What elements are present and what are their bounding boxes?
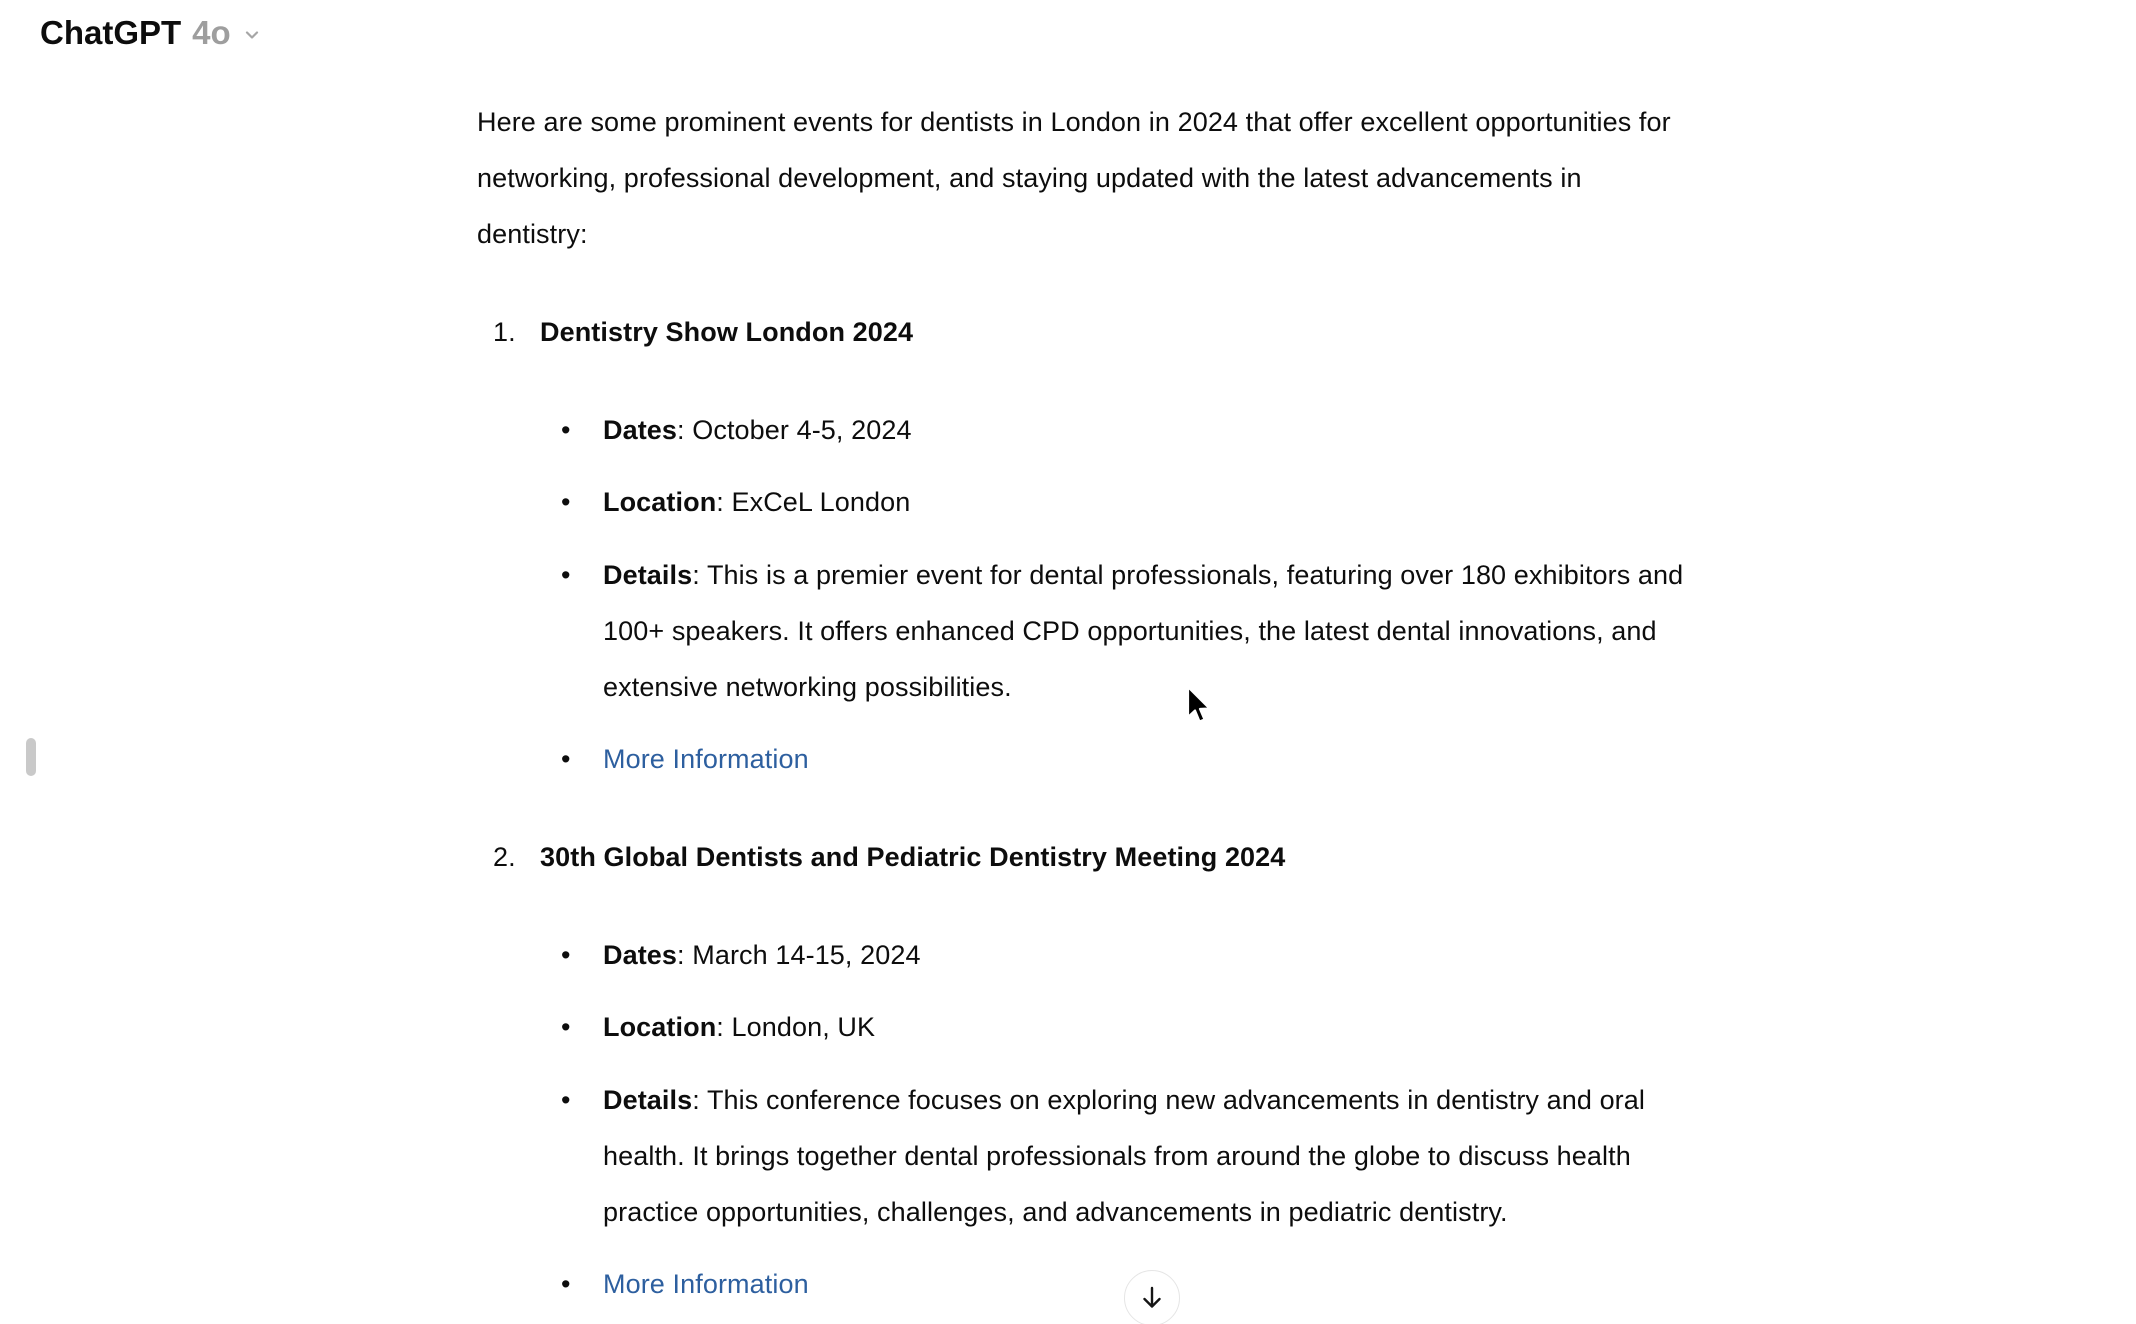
details-label: Details — [603, 560, 693, 590]
app-title: ChatGPT — [40, 14, 182, 51]
bullet-marker: • — [561, 1269, 571, 1299]
more-information-link[interactable]: More Information — [603, 1269, 809, 1299]
dates-value: : October 4-5, 2024 — [677, 415, 912, 445]
bullet-marker: • — [561, 744, 571, 774]
event-1-title — [477, 304, 2097, 360]
details-text: : This conference focuses on exploring new advancements in dentistry and oral — [692, 1085, 1645, 1115]
event-1-details-item — [477, 547, 2097, 715]
location-value: : London, UK — [716, 1012, 876, 1042]
details-text: : This is a premier event for dental professionals, featuring over 180 exhibitors and — [692, 560, 1684, 590]
more-information-link[interactable]: More Information — [603, 744, 809, 774]
event-2-title — [477, 829, 2097, 885]
bullet-marker: • — [561, 560, 571, 590]
intro-line: dentistry: — [477, 219, 588, 249]
details-line: 100+ speakers. It offers enhanced CPD opportunities, the latest dental innovations, and — [603, 616, 1657, 646]
intro-line: Here are some prominent events for dentists in London in 2024 that offer excellent opportunities for — [477, 107, 1671, 137]
dates-label: Dates — [603, 415, 678, 445]
event-title-text: 30th Global Dentists and Pediatric Dentistry Meeting 2024 — [540, 842, 1286, 872]
details-label: Details — [603, 1085, 693, 1115]
event-2-details-item — [477, 1072, 2097, 1240]
assistant-message — [477, 94, 2097, 1312]
model-selector-button[interactable] — [40, 8, 264, 58]
list-number: 2. — [493, 842, 516, 872]
dates-value: : March 14-15, 2024 — [677, 940, 921, 970]
details-line — [603, 547, 2097, 603]
bullet-marker: • — [561, 487, 571, 517]
details-line: practice opportunities, challenges, and advancements in pediatric dentistry. — [603, 1197, 1508, 1227]
event-1-dates-item — [477, 402, 2097, 458]
event-2-location-item — [477, 999, 2097, 1055]
dates-label: Dates — [603, 940, 678, 970]
location-label: Location — [603, 1012, 717, 1042]
bullet-marker: • — [561, 415, 571, 445]
location-value: : ExCeL London — [716, 487, 911, 517]
event-1-more-info-item — [477, 731, 2097, 787]
details-line: health. It brings together dental professionals from around the globe to discuss health — [603, 1141, 1631, 1171]
scroll-to-bottom-button[interactable] — [1124, 1270, 1180, 1324]
details-line: extensive networking possibilities. — [603, 672, 1012, 702]
model-name: 4o — [192, 14, 231, 51]
bullet-marker: • — [561, 1012, 571, 1042]
bullet-marker: • — [561, 1085, 571, 1115]
bullet-marker: • — [561, 940, 571, 970]
event-1-location-item — [477, 474, 2097, 530]
details-line — [603, 1072, 2097, 1128]
event-2-more-info-item — [477, 1256, 2097, 1312]
location-label: Location — [603, 487, 717, 517]
arrow-down-icon — [1137, 1283, 1167, 1313]
intro-line: networking, professional development, and staying updated with the latest advancements in — [477, 163, 1582, 193]
intro-paragraph — [477, 94, 2097, 262]
sidebar-toggle-handle[interactable] — [26, 738, 36, 776]
event-2-dates-item — [477, 927, 2097, 983]
event-title-text: Dentistry Show London 2024 — [540, 317, 914, 347]
list-number: 1. — [493, 317, 516, 347]
chevron-down-icon — [240, 14, 264, 58]
